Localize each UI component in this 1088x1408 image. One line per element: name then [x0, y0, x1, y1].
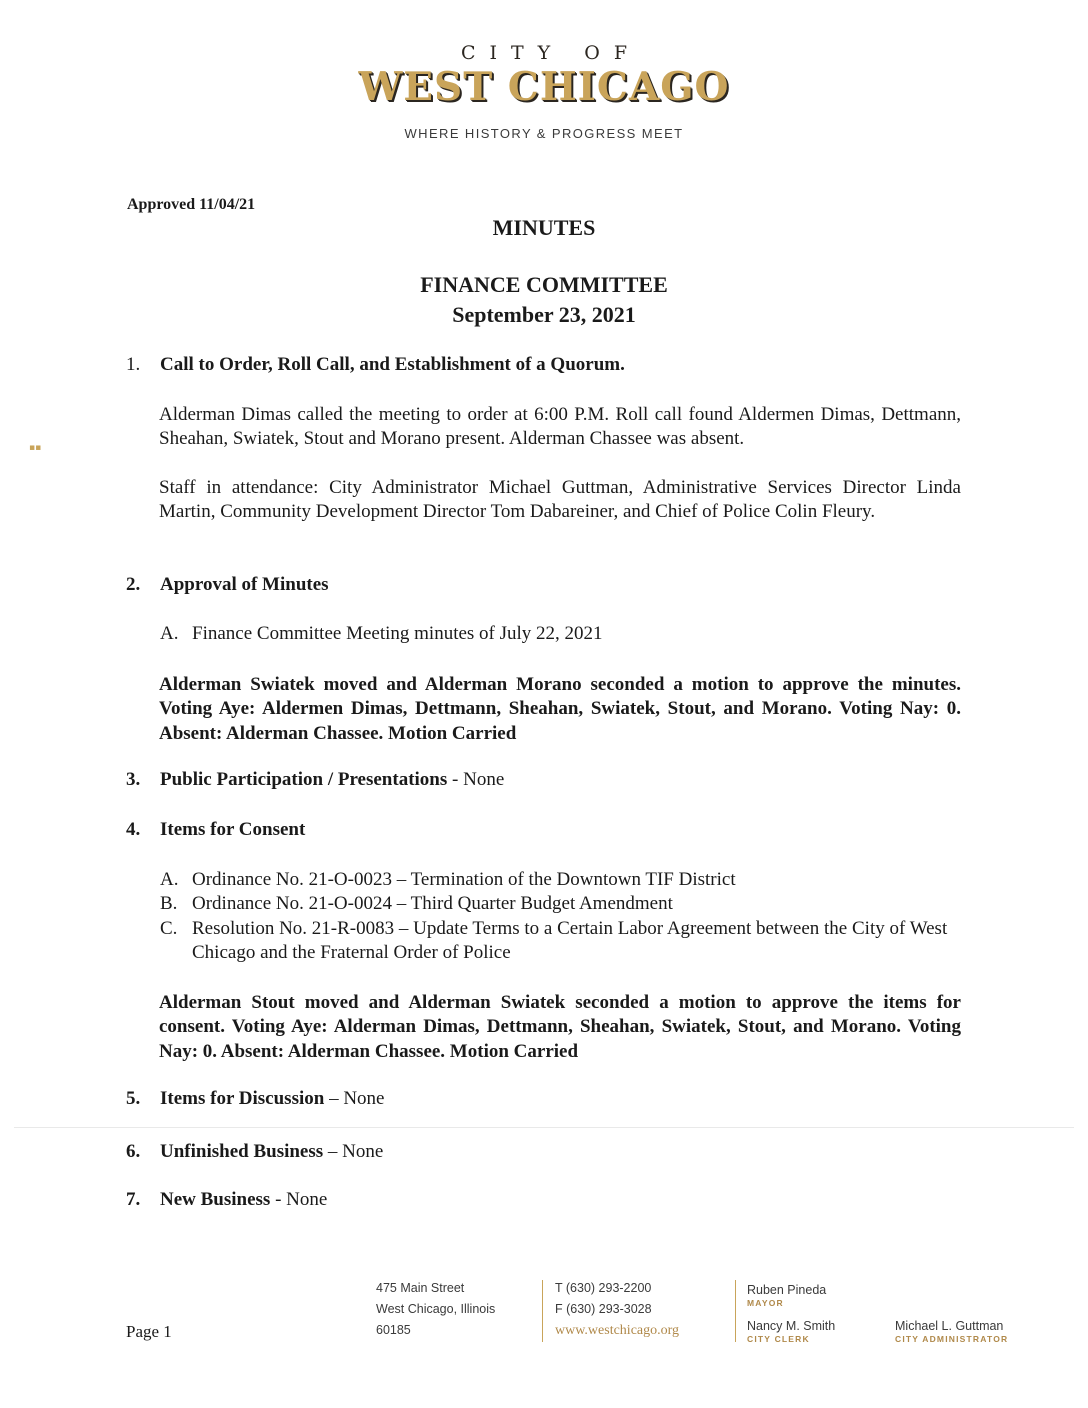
- motion-text: Alderman Swiatek moved and Alderman Morano seconded a motion to approve the minutes. Voting Aye: Aldermen Dimas, Dettmann, Sheahan, Swiatek, Stout, and Morano. Voting Nay: 0. Absent: Alderman Chassee. Motion Carried: [159, 674, 961, 744]
- list-item: C. Resolution No. 21-R-0083 – Update Terms to a Certain Labor Agreement between the City of West Chicago and the Fraternal Order of Police: [160, 917, 948, 964]
- page-number: Page 1: [126, 1322, 172, 1341]
- section-number: 7.: [126, 1189, 141, 1210]
- fax-number: F (630) 293-3028: [555, 1302, 652, 1316]
- footer-contact: [555, 1278, 679, 1341]
- logo-city-of: CITY OF: [460, 42, 642, 64]
- section-heading: Unfinished Business – None: [160, 1141, 384, 1162]
- section-heading: New Business - None: [160, 1189, 328, 1210]
- margin-mark: ▪▪: [29, 443, 42, 453]
- section-number: 6.: [126, 1141, 141, 1162]
- section-number: 5.: [126, 1088, 141, 1109]
- section-number: 1.: [126, 354, 141, 375]
- footer-divider: [542, 1280, 543, 1342]
- motion-text: Alderman Stout moved and Alderman Swiatek seconded a motion to approve the items for consent. Voting Aye: Alderman Dimas, Dettmann, Sheahan, Swiatek, Stout, and Morano. Voting Nay: 0. Absent: Alderman Chassee. Motion Carried: [159, 992, 961, 1062]
- document-title: MINUTES: [492, 215, 596, 240]
- scan-line: [14, 1127, 1074, 1128]
- list-item: B. Ordinance No. 21-O-0024 – Third Quarter Budget Amendment: [160, 893, 673, 915]
- section-paragraph: Staff in attendance: City Administrator Michael Guttman, Administrative Services Director Linda Martin, Community Development Director Tom Dabareiner, and Chief of Police Colin Fleury.: [159, 477, 961, 523]
- meeting-date: September 23, 2021: [452, 302, 636, 327]
- section-heading: Call to Order, Roll Call, and Establishment of a Quorum.: [160, 354, 625, 375]
- tagline: WHERE HISTORY & PROGRESS MEET: [404, 126, 684, 141]
- footer-divider: [735, 1280, 736, 1342]
- committee-name: FINANCE COMMITTEE: [420, 272, 668, 297]
- official-mayor: Ruben Pineda MAYOR: [747, 1283, 827, 1308]
- item-list: [160, 868, 960, 966]
- official-clerk: Nancy M. Smith CITY CLERK: [747, 1319, 836, 1344]
- section-heading: Approval of Minutes: [160, 574, 329, 595]
- section-heading: Public Participation / Presentations - None: [160, 769, 505, 790]
- logo-city-name: WEST CHICAGO: [358, 64, 730, 110]
- website-link[interactable]: www.westchicago.org: [555, 1323, 680, 1338]
- section-number: 3.: [126, 769, 141, 790]
- section-heading: Items for Discussion – None: [160, 1088, 385, 1109]
- approval-note: Approved 11/04/21: [127, 196, 256, 213]
- section-number: 4.: [126, 819, 141, 840]
- footer-address: 475 Main Street West Chicago, Illinois 60185: [376, 1281, 496, 1337]
- section-paragraph: Alderman Dimas called the meeting to order at 6:00 P.M. Roll call found Aldermen Dimas, Dettmann, Sheahan, Swiatek, Stout and Morano present. Alderman Chassee was absent.: [159, 404, 961, 450]
- phone-number: T (630) 293-2200: [555, 1281, 652, 1295]
- item-list: [160, 622, 960, 646]
- official-administrator: Michael L. Guttman CITY ADMINISTRATOR: [895, 1319, 1009, 1344]
- section-number: 2.: [126, 574, 141, 595]
- list-item: A. Finance Committee Meeting minutes of July 22, 2021: [160, 623, 603, 644]
- list-item: A. Ordinance No. 21-O-0023 – Termination of the Downtown TIF District: [160, 869, 736, 890]
- section-heading: Items for Consent: [160, 819, 306, 840]
